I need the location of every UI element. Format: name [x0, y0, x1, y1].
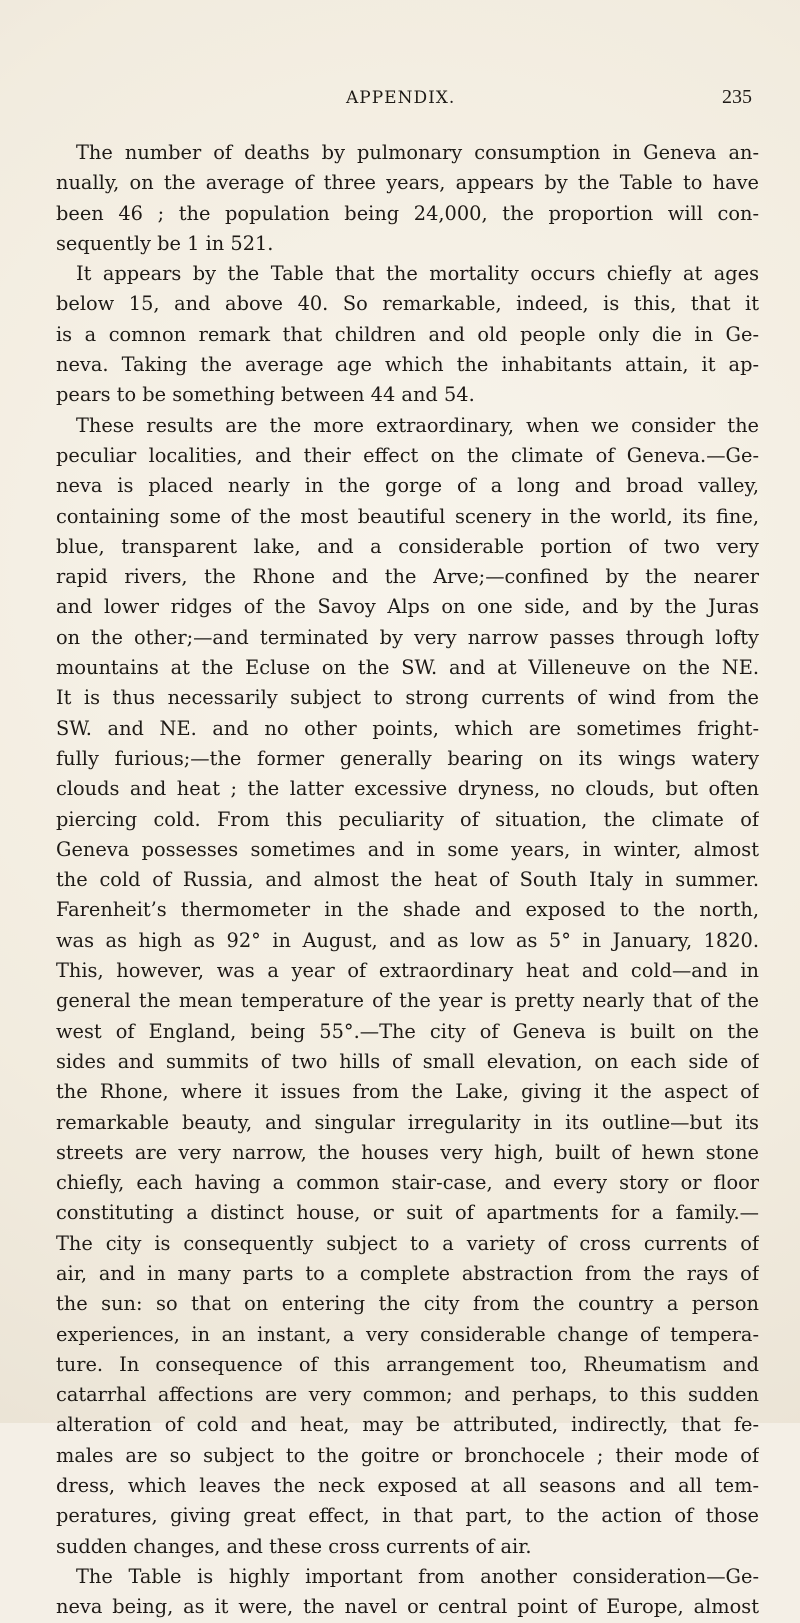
text-line: rapid rivers, the Rhone and the Arve;—confined by the nearer [56, 565, 759, 589]
text-line: remarkable beauty, and singular irregularity in its outline—but its [56, 1110, 759, 1134]
text-line: neva is placed nearly in the gorge of a long and broad valley, [56, 474, 759, 498]
text-line: pears to be something between 44 and 54. [56, 383, 475, 407]
text-line: air, and in many parts to a complete abstraction from the rays of [56, 1261, 759, 1285]
text-line: males are so subject to the goitre or bronchocele ; their mode of [56, 1443, 759, 1467]
text-line: It is thus necessarily subject to strong currents of wind from the [56, 686, 759, 710]
text-line: SW. and NE. and no other points, which are sometimes fright- [56, 716, 759, 740]
body-text [56, 138, 759, 1623]
text-line: experiences, in an instant, a very considerable change of tempera- [56, 1322, 759, 1346]
text-line: blue, transparent lake, and a considerable portion of two very [56, 534, 759, 558]
text-line: neva. Taking the average age which the inhabitants attain, it ap- [56, 353, 759, 377]
text-line: mountains at the Ecluse on the SW. and at Villeneuve on the NE. [56, 656, 759, 680]
text-line: was as high as 92° in August, and as low as 5° in January, 1820. [56, 928, 759, 952]
text-line: alteration of cold and heat, may be attributed, indirectly, that fe- [56, 1413, 759, 1437]
text-line: containing some of the most beautiful scenery in the world, its fine, [56, 504, 759, 528]
text-line: been 46 ; the population being 24,000, the proportion will con- [56, 201, 759, 225]
text-line: sudden changes, and these cross currents of air. [56, 1534, 532, 1558]
text-line: This, however, was a year of extraordinary heat and cold—and in [56, 959, 759, 983]
text-line: Farenheit’s thermometer in the shade and exposed to the north, [56, 898, 759, 922]
text-line: west of England, being 55°.—The city of Geneva is built on the [56, 1019, 759, 1043]
text-line: The Table is highly important from another consideration—Ge- [76, 1564, 759, 1588]
text-line: fully furious;—the former generally bearing on its wings watery [56, 746, 759, 770]
text-line: The city is consequently subject to a variety of cross currents of [56, 1231, 759, 1255]
text-line: dress, which leaves the neck exposed at all seasons and all tem- [56, 1474, 759, 1498]
running-head: APPENDIX. [346, 88, 456, 108]
text-line: neva being, as it were, the navel or central point of Europe, almost [56, 1595, 759, 1619]
text-line: It appears by the Table that the mortality occurs chiefly at ages [76, 262, 759, 286]
text-line: below 15, and above 40. So remarkable, indeed, is this, that it [56, 292, 759, 316]
text-line: sides and summits of two hills of small elevation, on each side of [56, 1049, 759, 1073]
text-line: These results are the more extraordinary, when we consider the [76, 413, 759, 437]
text-line: chiefly, each having a common stair-case, and every story or floor [56, 1171, 759, 1195]
text-line: constituting a distinct house, or suit of apartments for a family.— [56, 1201, 759, 1225]
text-line: nually, on the average of three years, appears by the Table to have [56, 171, 759, 195]
text-line: catarrhal affections are very common; and perhaps, to this sudden [56, 1383, 759, 1407]
text-line: the cold of Russia, and almost the heat of South Italy in summer. [56, 868, 759, 892]
text-line: ture. In consequence of this arrangement too, Rheumatism and [56, 1352, 759, 1376]
text-line: the Rhone, where it issues from the Lake, giving it the aspect of [56, 1080, 759, 1104]
text-line: The number of deaths by pulmonary consumption in Geneva an- [76, 141, 759, 164]
page-header [56, 88, 756, 114]
text-line: and lower ridges of the Savoy Alps on one side, and by the Juras [56, 595, 759, 619]
text-line: peculiar localities, and their effect on the climate of Geneva.—Ge- [56, 443, 759, 467]
text-line: peratures, giving great effect, in that part, to the action of those [56, 1504, 759, 1528]
text-line: streets are very narrow, the houses very high, built of hewn stone [56, 1140, 759, 1164]
text-line: Geneva possesses sometimes and in some years, in winter, almost [56, 837, 759, 861]
text-line: clouds and heat ; the latter excessive dryness, no clouds, but often [56, 777, 759, 801]
text-line: the sun: so that on entering the city from the country a person [56, 1292, 759, 1316]
page-number: 235 [722, 86, 752, 108]
text-line: piercing cold. From this peculiarity of situation, the climate of [56, 807, 759, 831]
text-line: general the mean temperature of the year is pretty nearly that of the [56, 989, 759, 1013]
text-line: sequently be 1 in 521. [56, 231, 274, 255]
text-line: is a comnon remark that children and old people only die in Ge- [56, 322, 759, 346]
text-line: on the other;—and terminated by very narrow passes through lofty [56, 625, 759, 649]
